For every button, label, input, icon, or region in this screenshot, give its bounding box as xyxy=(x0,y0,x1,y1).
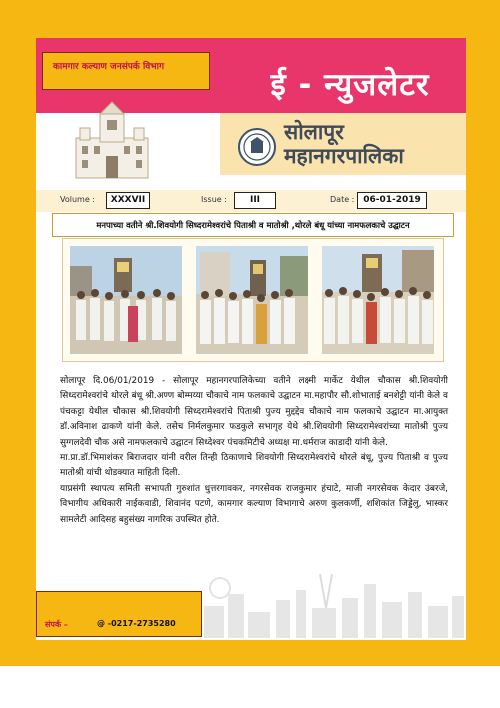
contact-phone: @ -0217-2735280 xyxy=(97,619,176,628)
article-paragraph-1: सोलापूर दि.06/01/2019 - सोलापूर महानगरपालिकेच्या वतीने लक्ष्मी मार्केट येथील चौकास श्री.शिवयोगी सिध्दरामेश्वरांचे थोरले बंधू श्री.अण्ण बोम्मय्या चौकाचे नाम फलकाचे उद्घाटन मा.महापौर सौ.शोभाताई बनशेट्टी यांनी केले व पंचकट्टा येथील चौकास श्री.शिवयोगी सिध्दरामेश्वरांचे पिताश्री पुज्य मुद्दद्देव चौकाचे नाम फलकाचे उद्घाटन मा.आयुक्त डॉ.अविनाश ढाकणे यांनी केले. तसेच निर्मलकुमार फडकुले सभागृह येथे श्री.शिवयोगी सिध्दरामेश्वरांच्या मातोश्री पुज्य सुग्गलदेवी चौक असे नामफलकाचे उद्घाटन सिध्देश्वर पंचकमिटीचे अध्यक्ष मा.धर्मराज काडादी यांनी केले. xyxy=(60,376,448,448)
article-paragraph-3: याप्रसंगी स्थापत्य समिती सभापती गुरुशांत धुत्तरगावकर, नगरसेवक राजकुमार हंचाटे, माजी नगरसेवक केदार उंबरजे, विभागीय अधिकारी नाईकवाडी, शिवानंद पटणे, कामगार कल्याण विभागाचे अरुण कुलकर्णी, शशिकांत जिड्डेलु, भास्कर सामलेटी आदिसह बहुसंख्य नागरिक उपस्थित होते. xyxy=(60,483,448,525)
article-body xyxy=(60,374,448,528)
municipal-building-image xyxy=(72,100,152,180)
event-photo-3 xyxy=(322,246,434,354)
org-name-line1: सोलापूर xyxy=(284,120,344,144)
municipal-emblem-icon xyxy=(238,128,276,166)
issue-value: III xyxy=(234,192,276,209)
news-headline: मनपाच्या वतीने श्री.शिवयोगी सिध्दरामेश्वरांचे पिताश्री व मातोश्री ,थोरले बंधू यांच्या नामफलकाचे उद्घाटन xyxy=(52,213,454,237)
newsletter-title: ई - न्युजलेटर xyxy=(270,67,430,103)
org-name xyxy=(284,120,404,168)
org-name-line2: महानगरपालिका xyxy=(284,144,404,168)
date-value: 06-01-2019 xyxy=(357,192,427,209)
article-paragraph-2: मा.प्रा.डॉ.भिमाशंकर बिराजदार यांनी वरील तिन्ही ठिकाणाचे शिवयोगी सिध्दरामेश्वरांचे थोरले बंधू, पुज्य पिताश्री व पुज्य मातोश्री यांची थोडक्यात माहिती दिली. xyxy=(60,453,448,479)
event-photo-1 xyxy=(70,246,182,354)
department-box xyxy=(42,52,210,90)
volume-label: Volume : xyxy=(60,195,95,204)
contact-box xyxy=(36,591,202,637)
date-label: Date : xyxy=(330,195,355,204)
volume-value: XXXVII xyxy=(106,192,150,209)
issue-label: Issue : xyxy=(201,195,227,204)
event-photo-2 xyxy=(196,246,308,354)
contact-label: संपर्क – xyxy=(45,620,68,629)
department-label: कामगार कल्याण जनसंपर्क विभाग xyxy=(53,62,165,72)
city-skyline-illustration xyxy=(200,572,466,638)
